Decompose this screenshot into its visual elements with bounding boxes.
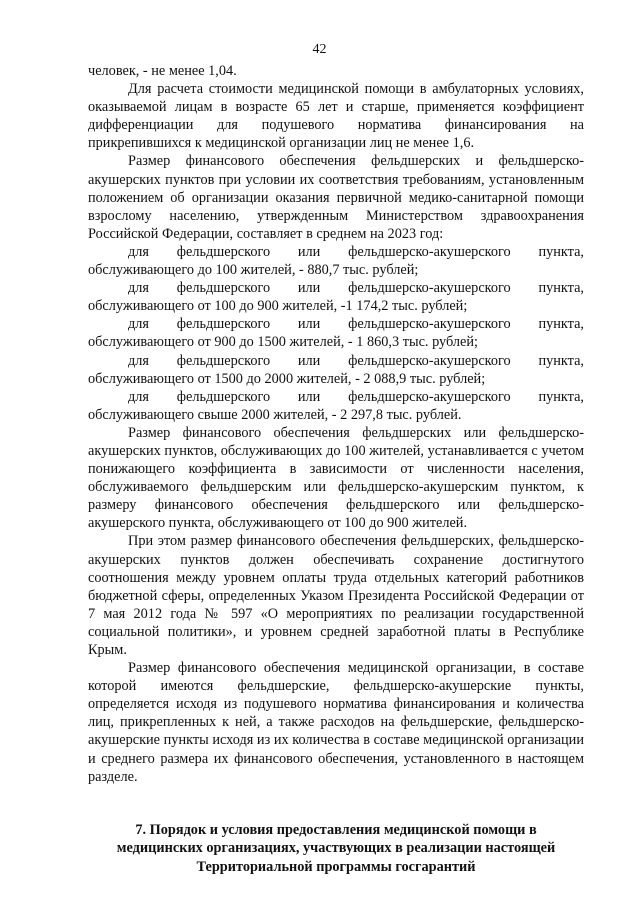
page-content [88,62,584,876]
paragraph-organization-funding: Размер финансового обеспечения медицинской организации, в составе которой имеются фельдшерские, фельдшерско-акушерские пункты, определяется исходя из подушевого норматива финансирования и количества лиц, прикрепленных к ней, а также расходов на фельдшерские, фельдшерско-акушерские пункты исходя из их количества в составе медицинской организации и среднего размера их финансового обеспечения, установленного в настоящем разделе. [88,660,584,785]
paragraph-salary-ratio: При этом размер финансового обеспечения фельдшерских, фельдшерско-акушерских пунктов должен обеспечивать сохранение достигнутого соотношения между уровнем оплаты труда отдельных категорий работников бюджетной сферы, определенных Указом Президента Российской Федерации от 7 мая 2012 года № 597 «О мероприятиях по реализации государственной социальной политики», и уровнем средней заработной платы в Республике Крым. [88,533,584,658]
list-item-fap-up-to-100: для фельдшерского или фельдшерско-акушерского пункта, обслуживающего до 100 жителей, - 880,7 тыс. рублей; [88,243,584,279]
section-heading-line: медицинских организациях, участвующих в реализации настоящей [116,840,556,857]
paragraph-fap-funding: Размер финансового обеспечения фельдшерских и фельдшерско-акушерских пунктов при условии их соответствия требованиям, установленным положением об организации оказания первичной медико-санитарной помощи взрослому населению, утвержденным Министерством здравоохранения Российской Федерации, составляет в среднем на 2023 год: [88,153,584,242]
paragraph-reduction-coefficient: Размер финансового обеспечения фельдшерских или фельдшерско-акушерских пунктов, обслуживающих до 100 жителей, устанавливается с учетом понижающего коэффициента в зависимости от численности населения, обслуживаемого фельдшерским или фельдшерско-акушерским пунктом, к размеру финансового обеспечения фельдшерского или фельдшерско-акушерского пункта, обслуживающего от 100 до 900 жителей. [88,424,584,532]
paragraph-coefficient: Для расчета стоимости медицинской помощи в амбулаторных условиях, оказываемой лицам в возрасте 65 лет и старше, применяется коэффициент дифференциации для подушевого норматива финансирования на прикрепившихся к медицинской организации лиц не менее 1,6. [88,81,584,152]
list-item-fap-900-1500: для фельдшерского или фельдшерско-акушерского пункта, обслуживающего от 900 до 1500 жителей, - 1 860,3 тыс. рублей; [88,316,584,351]
section-heading [88,821,584,876]
page-number: 42 [312,42,327,57]
list-item-fap-1500-2000: для фельдшерского или фельдшерско-акушерского пункта, обслуживающего от 1500 до 2000 жителей, - 2 088,9 тыс. рублей; [88,352,584,387]
list-item-fap-over-2000: для фельдшерского или фельдшерско-акушерского пункта, обслуживающего свыше 2000 жителей, - 2 297,8 тыс. рублей. [88,388,584,423]
list-item-fap-100-900: для фельдшерского или фельдшерско-акушерского пункта, обслуживающего от 100 до 900 жителей, -1 174,2 тыс. рублей; [88,280,584,315]
section-heading-line: 7. Порядок и условия предоставления медицинской помощи в [135,821,537,838]
section-heading-line: Территориальной программы госгарантий [196,858,476,875]
paragraph-continuation: человек, - не менее 1,04. [88,63,237,79]
